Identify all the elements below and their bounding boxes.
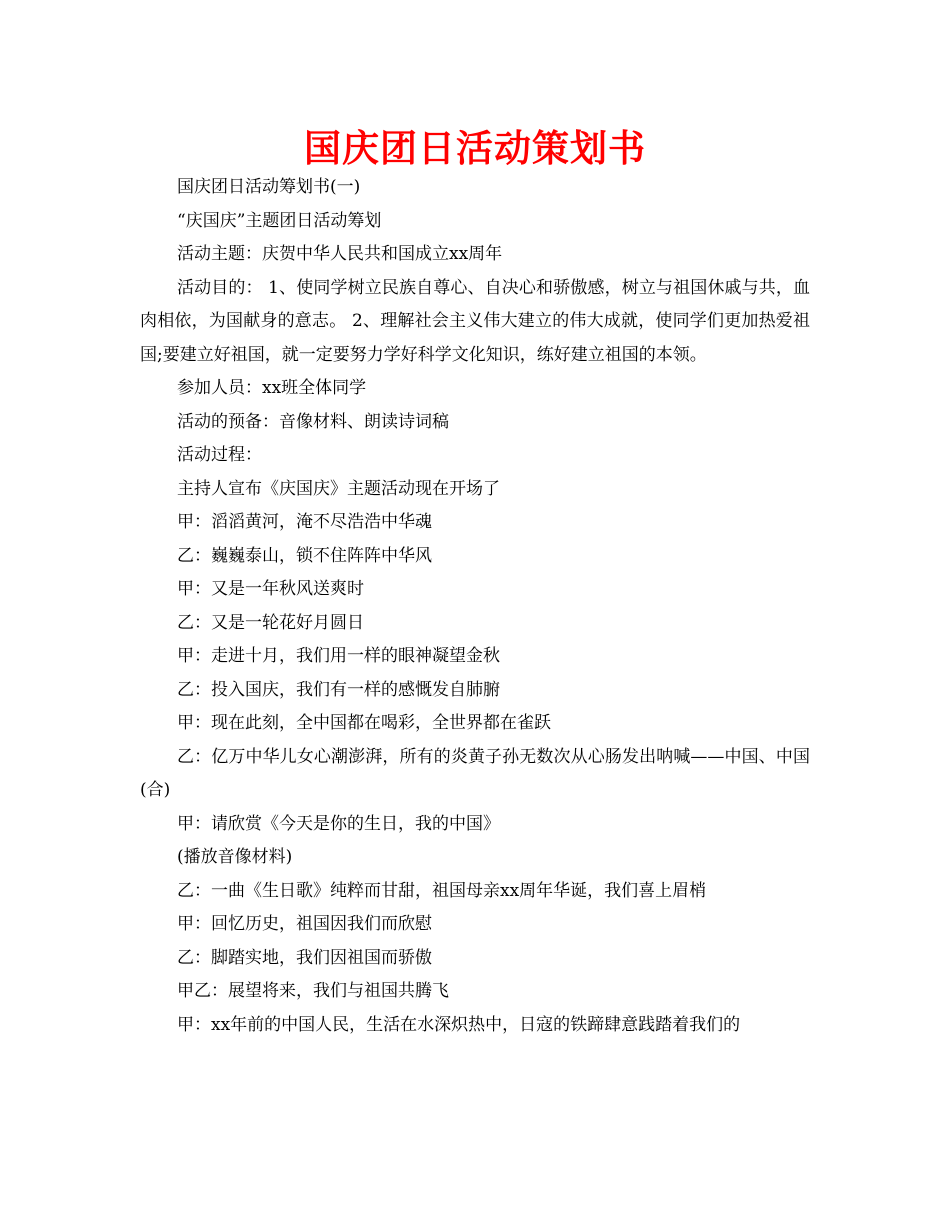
document-title: 国庆团日活动策划书	[304, 127, 646, 170]
dialogue-line: 乙：又是一轮花好月圆日	[177, 612, 364, 633]
dialogue-line: 甲：现在此刻，全中国都在喝彩，全世界都在雀跃	[177, 713, 551, 733]
paragraph-preparation: 活动的预备：音像材料、朗读诗词稿	[177, 411, 449, 432]
dialogue-line: 甲：走进十月，我们用一样的眼神凝望金秋	[177, 646, 500, 666]
paragraph-plan-subtitle: 国庆团日活动筹划书(一)	[177, 177, 361, 197]
dialogue-line: 甲：请欣赏《今天是你的生日，我的中国》	[177, 813, 500, 834]
paragraph-participants: 参加人员：xx班全体同学	[177, 378, 367, 398]
paragraph-host-announcement: 主持人宣布《庆国庆》主题活动现在开场了	[177, 478, 500, 499]
dialogue-line: 乙：投入国庆，我们有一样的感慨发自肺腑	[177, 679, 500, 700]
dialogue-line: 甲：回忆历史，祖国因我们而欣慰	[177, 914, 432, 934]
dialogue-line: 甲乙：展望将来，我们与祖国共腾飞	[177, 981, 449, 1001]
paragraph-process-heading: 活动过程：	[177, 445, 262, 465]
dialogue-line: 乙：脚踏实地，我们因祖国而骄傲	[177, 947, 432, 968]
dialogue-line: 甲：又是一年秋风送爽时	[177, 579, 364, 599]
dialogue-line: 乙：亿万中华儿女心潮澎湃，所有的炎黄子孙无数次从心肠发出呐喊——中国、中国(合)	[140, 746, 810, 800]
dialogue-line: 甲：滔滔黄河，淹不尽浩浩中华魂	[177, 512, 432, 532]
dialogue-line: 甲：xx年前的中国人民，生活在水深炽热中，日寇的铁蹄肆意践踏着我们的	[177, 1014, 741, 1035]
stage-direction: (播放音像材料)	[177, 847, 293, 867]
paragraph-activity-theme: 活动主题：庆贺中华人民共和国成立xx周年	[177, 244, 503, 264]
dialogue-line: 乙：巍巍泰山，锁不住阵阵中华风	[177, 545, 432, 566]
dialogue-line: 乙：一曲《生日歌》纯粹而甘甜，祖国母亲xx周年华诞，我们喜上眉梢	[177, 880, 707, 901]
document-body	[140, 171, 810, 1042]
paragraph-activity-purpose: 活动目的： 1、使同学树立民族自尊心、自决心和骄傲感，树立与祖国休戚与共，血肉相依，为国献身的意志。 2、理解社会主义伟大建立的伟大成就，使同学们更加热爱祖国;要建立好祖国，就一定要努力学好科学文化知识，练好建立祖国的本领。	[140, 277, 810, 365]
paragraph-theme-heading: “庆国庆”主题团日活动筹划	[177, 210, 382, 231]
